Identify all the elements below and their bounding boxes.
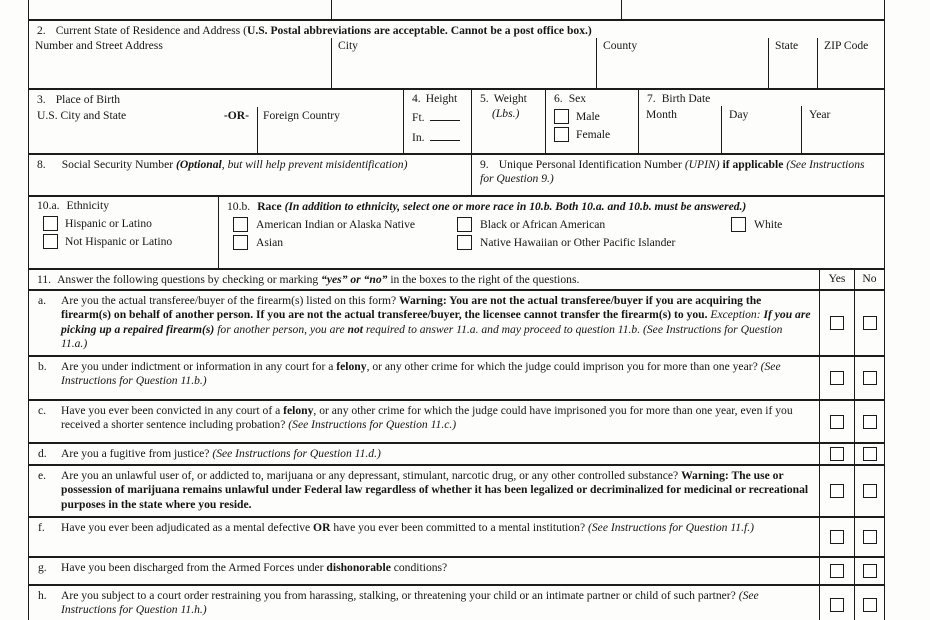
white-checkbox[interactable] bbox=[731, 217, 746, 232]
q11e-yes-checkbox[interactable] bbox=[830, 484, 844, 498]
asian-label: Asian bbox=[256, 235, 284, 249]
question-letter-e: e. bbox=[38, 469, 47, 482]
yes-header-label: Yes bbox=[828, 272, 846, 286]
text-run: (See Instructions for Question 11.h.) bbox=[61, 589, 759, 617]
question-row-h bbox=[29, 586, 884, 620]
text-run: (See Instructions for Question 11.f.) bbox=[588, 521, 754, 534]
q11a-no-checkbox[interactable] bbox=[863, 316, 877, 330]
street-address-cell[interactable] bbox=[29, 38, 331, 88]
question-letter-g: g. bbox=[38, 561, 47, 574]
question-row-g bbox=[29, 558, 884, 586]
sex-male-option bbox=[554, 109, 638, 124]
yes-cell-c bbox=[819, 401, 854, 442]
q5-title bbox=[472, 90, 545, 106]
q11e-no-checkbox[interactable] bbox=[863, 484, 877, 498]
q3-number: 3. bbox=[37, 93, 46, 106]
not-hispanic-checkbox[interactable] bbox=[43, 234, 58, 249]
question-letter-d: d. bbox=[38, 447, 47, 460]
text-run: Are you an unlawful user of, or addicted to, marijuana or any depressant, stimulant, narcotic drug, or any other controlled substance? bbox=[61, 469, 682, 482]
q11d-no-checkbox[interactable] bbox=[863, 447, 877, 461]
question-row-b bbox=[29, 357, 884, 401]
sex-female-option bbox=[554, 127, 638, 142]
street-address-label: Number and Street Address bbox=[35, 39, 163, 53]
middle-name-cell[interactable] bbox=[621, 0, 884, 19]
female-label: Female bbox=[576, 127, 611, 141]
question-text-h bbox=[61, 586, 819, 620]
birth-month-label: Month bbox=[646, 108, 677, 122]
q2-title bbox=[29, 21, 884, 38]
asian-checkbox[interactable] bbox=[233, 235, 248, 250]
q2-title-text: Current State of Residence and Address ( bbox=[55, 24, 247, 37]
text-run: Are you under indictment or information in any court for a bbox=[61, 360, 337, 373]
no-cell-a bbox=[854, 291, 884, 355]
q10b-race-cell bbox=[218, 197, 884, 268]
form-table bbox=[28, 0, 885, 620]
race-native-hawaiian-option bbox=[457, 235, 731, 250]
city-label: City bbox=[338, 39, 358, 53]
q3-title bbox=[29, 90, 403, 107]
text-run: for another person, you are bbox=[214, 322, 348, 336]
q3-title-text: Place of Birth bbox=[55, 93, 121, 106]
q7-birth-date-cell bbox=[638, 90, 884, 153]
text-run: Are you the actual transferee/buyer of the firearm(s) listed on this form? bbox=[61, 294, 400, 307]
birth-year-label: Year bbox=[809, 108, 831, 122]
no-column-header bbox=[854, 270, 884, 289]
q11d-yes-checkbox[interactable] bbox=[830, 447, 844, 461]
birth-foreign-country-label: Foreign Country bbox=[263, 109, 340, 123]
q7-title bbox=[639, 90, 884, 106]
q2-fields bbox=[29, 38, 884, 88]
q11a-yes-checkbox[interactable] bbox=[830, 316, 844, 330]
yes-column-header bbox=[819, 270, 854, 289]
q6-sex-cell bbox=[545, 90, 638, 153]
text-run: not bbox=[347, 322, 363, 336]
hispanic-label: Hispanic or Latino bbox=[65, 216, 152, 230]
yes-cell-f bbox=[819, 518, 854, 556]
text-run: If you are picking up a repaired firearm(s) bbox=[61, 308, 811, 336]
question-row-c bbox=[29, 401, 884, 444]
question-row-d bbox=[29, 444, 884, 466]
q11c-yes-checkbox[interactable] bbox=[830, 415, 844, 429]
text-run: conditions? bbox=[390, 561, 448, 574]
q11g-no-checkbox[interactable] bbox=[863, 564, 877, 578]
no-cell-d bbox=[854, 444, 884, 464]
q9-number: 9. bbox=[480, 158, 489, 171]
q9-title-text: Unique Personal Identification Number bbox=[498, 158, 685, 171]
last-name-cell[interactable] bbox=[29, 0, 331, 19]
q8-ssn-cell[interactable] bbox=[29, 155, 471, 195]
question-text-f bbox=[61, 518, 819, 556]
yes-cell-d bbox=[819, 444, 854, 464]
question-text-e bbox=[61, 466, 819, 516]
text-run: (See Instructions for Question 11.b.) bbox=[61, 360, 781, 388]
question-text-c bbox=[61, 401, 819, 442]
text-run: Have you ever been convicted in any court of a bbox=[61, 404, 284, 417]
q11-instruction-text: Answer the following questions by checking or marking bbox=[57, 273, 322, 286]
question-row-f bbox=[29, 518, 884, 558]
text-run: dishonorable bbox=[326, 561, 391, 574]
feet-label: Ft. bbox=[412, 111, 425, 125]
american-indian-checkbox[interactable] bbox=[233, 217, 248, 232]
name-row-partial bbox=[29, 0, 884, 21]
q11-yes-no-emphasis: “yes” or “no” bbox=[321, 273, 388, 286]
q5-title-text: Weight bbox=[493, 92, 527, 105]
question-letter-b: b. bbox=[38, 360, 47, 373]
q8-q9-row bbox=[29, 155, 884, 197]
white-label: White bbox=[754, 217, 783, 231]
native-hawaiian-checkbox[interactable] bbox=[457, 235, 472, 250]
city-cell[interactable] bbox=[331, 38, 596, 88]
q11f-yes-checkbox[interactable] bbox=[830, 530, 844, 544]
male-checkbox[interactable] bbox=[554, 109, 569, 124]
height-feet-blank[interactable] bbox=[430, 110, 460, 121]
q11b-no-checkbox[interactable] bbox=[863, 371, 877, 385]
yes-cell-h bbox=[819, 586, 854, 620]
q11h-yes-checkbox[interactable] bbox=[830, 598, 844, 612]
q11g-yes-checkbox[interactable] bbox=[830, 564, 844, 578]
no-cell-b bbox=[854, 357, 884, 399]
q9-if-applicable: if applicable bbox=[719, 158, 787, 171]
question-row-e bbox=[29, 466, 884, 518]
text-run: OR bbox=[313, 521, 331, 534]
text-run: have you ever been committed to a mental institution? bbox=[330, 521, 589, 534]
q10-row bbox=[29, 197, 884, 270]
no-cell-e bbox=[854, 466, 884, 516]
text-run: , or any other crime for which the judge could have imprisoned you for more than one year, even if you received a shorter sentence including probation? bbox=[61, 404, 793, 432]
text-run: required to answer 11.a. and may proceed to question 11.b. (See Instructions for Question 11.a.) bbox=[61, 322, 783, 350]
question-row-a bbox=[29, 291, 884, 357]
text-run: Warning: The use or possession of marijuana remains unlawful under Federal law regardless of whether it has been legalized or decriminalized for medicinal or recreational purposes in the state where you reside. bbox=[61, 469, 809, 511]
q11-instruction-end: in the boxes to the right of the questions. bbox=[387, 273, 580, 286]
hispanic-checkbox[interactable] bbox=[43, 216, 58, 231]
q3-q7-row bbox=[29, 90, 884, 155]
q11-number: 11. bbox=[37, 273, 52, 286]
q10a-title-text: Ethnicity bbox=[66, 199, 110, 212]
q9-upin-abbrev: (UPIN) bbox=[684, 158, 720, 171]
american-indian-label: American Indian or Alaska Native bbox=[256, 217, 416, 231]
question-text-d bbox=[61, 444, 819, 464]
zip-code-label: ZIP Code bbox=[824, 39, 869, 53]
male-label: Male bbox=[576, 109, 600, 123]
text-run: Have you been discharged from the Armed Forces under bbox=[61, 561, 327, 574]
or-separator: -OR- bbox=[223, 109, 249, 123]
q11-rows bbox=[29, 291, 884, 620]
q10b-title-instructions: (In addition to ethnicity, select one or more race in 10.b. Both 10.a. and 10.b. must be answered.) bbox=[284, 200, 747, 213]
q8-optional-bold: (Optional bbox=[176, 158, 222, 171]
q4-title bbox=[404, 90, 471, 106]
q6-title bbox=[546, 90, 638, 106]
q11f-no-checkbox[interactable] bbox=[863, 530, 877, 544]
q10a-ethnicity-cell bbox=[29, 197, 218, 268]
female-checkbox[interactable] bbox=[554, 127, 569, 142]
birth-us-city-state-label: U.S. City and State bbox=[37, 109, 127, 123]
state-cell[interactable] bbox=[768, 38, 817, 88]
text-run: felony bbox=[336, 360, 367, 373]
height-inches-line bbox=[404, 126, 471, 145]
text-run: Exception: bbox=[710, 308, 764, 322]
race-black-option bbox=[457, 217, 731, 232]
no-cell-h bbox=[854, 586, 884, 620]
q5-weight-cell[interactable] bbox=[471, 90, 545, 153]
text-run: (See Instructions for Question 11.d.) bbox=[212, 447, 381, 460]
black-african-american-label: Black or African American bbox=[480, 217, 606, 231]
q7-title-text: Birth Date bbox=[661, 92, 711, 105]
text-run: Have you ever been adjudicated as a mental defective bbox=[61, 521, 314, 534]
q7-number: 7. bbox=[647, 92, 656, 105]
q9-upin-cell[interactable] bbox=[471, 155, 884, 195]
q5-number: 5. bbox=[480, 92, 489, 105]
county-cell[interactable] bbox=[596, 38, 768, 88]
question-letter-h: h. bbox=[38, 589, 47, 602]
text-run: felony bbox=[283, 404, 314, 417]
q11-header-row bbox=[29, 270, 884, 291]
yes-cell-a bbox=[819, 291, 854, 355]
text-run: Are you subject to a court order restraining you from harassing, stalking, or threatening your child or an intimate partner or child of such partner? bbox=[61, 589, 739, 602]
q8-optional-italic: , but will help prevent misidentification) bbox=[221, 158, 408, 171]
q4-height-cell[interactable] bbox=[403, 90, 471, 153]
q9-see-instructions: (See Instructions for Question 9.) bbox=[480, 158, 865, 186]
q2-number: 2. bbox=[37, 24, 46, 37]
race-white-option bbox=[731, 217, 884, 232]
question-text-b bbox=[61, 357, 819, 399]
ethnicity-not-hispanic-option bbox=[43, 234, 218, 249]
q8-title-text: Social Security Number bbox=[61, 158, 177, 171]
question-letter-c: c. bbox=[38, 404, 47, 417]
question-text-a bbox=[61, 291, 819, 355]
birth-month-cell[interactable] bbox=[639, 106, 721, 153]
county-label: County bbox=[603, 39, 638, 53]
no-header-label: No bbox=[862, 272, 877, 286]
q8-number: 8. bbox=[37, 158, 46, 171]
q10b-number: 10.b. bbox=[227, 200, 251, 213]
q10a-number: 10.a. bbox=[37, 199, 60, 212]
text-run: , or any other crime for which the judge could imprison you for more than one year? bbox=[366, 360, 761, 373]
q3-place-of-birth-cell bbox=[29, 90, 403, 153]
race-asian-option bbox=[233, 235, 457, 250]
q10b-title-text: Race bbox=[257, 200, 285, 213]
birth-day-cell[interactable] bbox=[721, 106, 801, 153]
yes-cell-b bbox=[819, 357, 854, 399]
yes-cell-e bbox=[819, 466, 854, 516]
question-letter-a: a. bbox=[38, 294, 47, 307]
q11c-no-checkbox[interactable] bbox=[863, 415, 877, 429]
question-text-g bbox=[61, 558, 819, 584]
question-letter-f: f. bbox=[38, 521, 45, 534]
native-hawaiian-label: Native Hawaiian or Other Pacific Islander bbox=[480, 235, 676, 249]
q2-residence-row bbox=[29, 21, 884, 90]
no-cell-g bbox=[854, 558, 884, 584]
yes-cell-g bbox=[819, 558, 854, 584]
text-run: (See Instructions for Question 11.c.) bbox=[288, 418, 457, 432]
q10a-title bbox=[29, 197, 218, 213]
race-american-indian-option bbox=[233, 217, 457, 232]
height-inches-blank[interactable] bbox=[430, 130, 460, 141]
text-run: Are you a fugitive from justice? bbox=[61, 447, 213, 460]
text-run: Warning: You are not the actual transferee/buyer if you are acquiring the firearm(s) on behalf of another person. If you are not the actual transferee/buyer, the licensee cannot transfer the firearm(s) to you. bbox=[61, 294, 762, 322]
q2-title-bold: U.S. Postal abbreviations are acceptable. Cannot be a post office box.) bbox=[246, 24, 592, 37]
first-name-cell[interactable] bbox=[331, 0, 621, 19]
weight-lbs-label: (Lbs.) bbox=[492, 107, 520, 121]
q11-instruction bbox=[29, 270, 819, 289]
black-african-american-checkbox[interactable] bbox=[457, 217, 472, 232]
q4-number: 4. bbox=[412, 92, 421, 105]
q6-number: 6. bbox=[554, 92, 563, 105]
state-label: State bbox=[775, 39, 799, 53]
race-options-row-2 bbox=[219, 235, 884, 250]
q4-title-text: Height bbox=[425, 92, 458, 105]
birth-foreign-country-cell[interactable] bbox=[257, 107, 403, 153]
no-cell-c bbox=[854, 401, 884, 442]
q6-title-text: Sex bbox=[568, 92, 587, 105]
q10b-title bbox=[219, 197, 884, 214]
ethnicity-hispanic-option bbox=[43, 216, 218, 231]
birth-us-city-state-cell[interactable] bbox=[29, 107, 257, 153]
birth-year-cell[interactable] bbox=[801, 106, 884, 153]
birth-day-label: Day bbox=[729, 108, 749, 122]
inches-label: In. bbox=[412, 130, 425, 144]
not-hispanic-label: Not Hispanic or Latino bbox=[65, 234, 173, 248]
q11h-no-checkbox[interactable] bbox=[863, 598, 877, 612]
race-options-row-1 bbox=[219, 217, 884, 232]
height-feet-line bbox=[404, 106, 471, 125]
zip-code-cell[interactable] bbox=[817, 38, 884, 88]
q11b-yes-checkbox[interactable] bbox=[830, 371, 844, 385]
no-cell-f bbox=[854, 518, 884, 556]
